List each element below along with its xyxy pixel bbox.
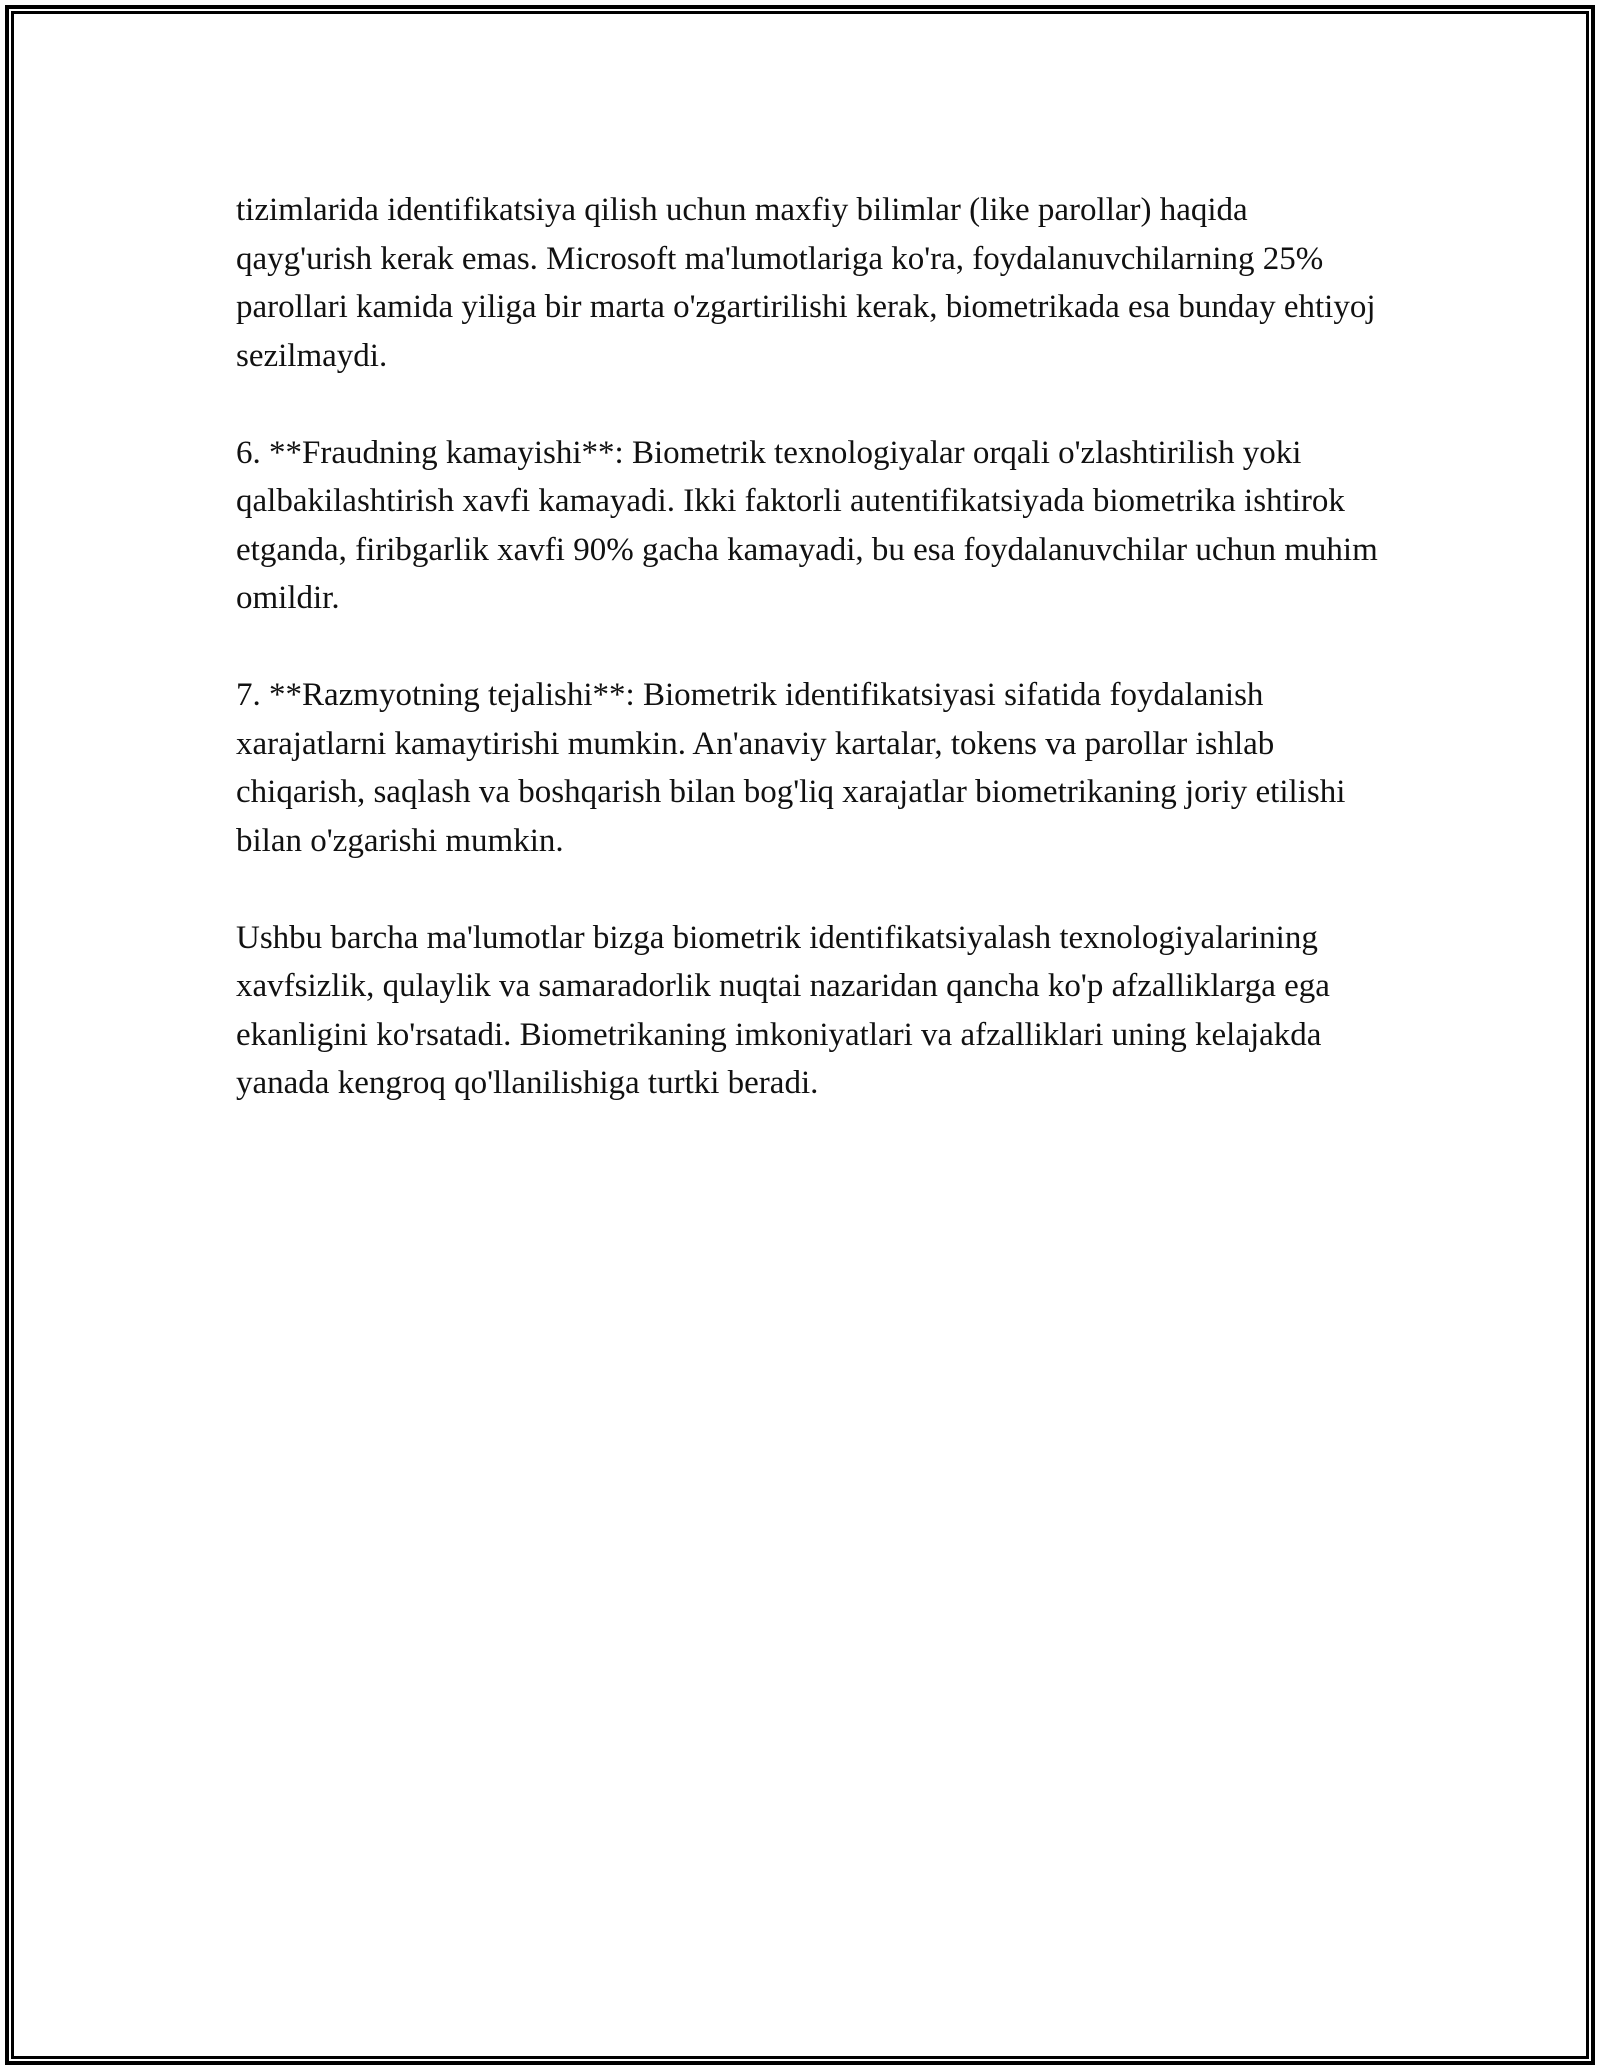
paragraph-continuation: tizimlarida identifikatsiya qilish uchun maxfiy bilimlar (like parollar) haqida qayg'urish kerak emas. Microsoft ma'lumotlariga ko'ra, foydalanuvchilarning 25% parollari kamida yiliga bir marta o'zgartirilishi kerak, biometrikada esa bunday ehtiyoj sezilmaydi.: [236, 192, 1376, 374]
paragraph-cost-savings: 7. **Razmyotning tejalishi**: Biometrik identifikatsiyasi sifatida foydalanish xarajatlarni kamaytirishi mumkin. An'anaviy kartalar, tokens va parollar ishlab chiqarish, saqlash va boshqarish bilan bog'liq xarajatlar biometrikaning joriy etilishi bilan o'zgarishi mumkin.: [236, 677, 1346, 859]
document-body: [236, 186, 1386, 1156]
paragraph-fraud-reduction: 6. **Fraudning kamayishi**: Biometrik texnologiyalar orqali o'zlashtirilish yoki qalbakilashtirish xavfi kamayadi. Ikki faktorli autentifikatsiyada biometrika ishtirok etganda, firibgarlik xavfi 90% gacha kamayadi, bu esa foydalanuvchilar uchun muhim omildir.: [236, 434, 1378, 616]
paragraph-conclusion: Ushbu barcha ma'lumotlar bizga biometrik identifikatsiyalash texnologiyalarining xavfsizlik, qulaylik va samaradorlik nuqtai nazaridan qancha ko'p afzalliklarga ega ekanligini ko'rsatadi. Biometrikaning imkoniyatlari va afzalliklari uning kelajakda yanada kengroq qo'llanilishiga turtki beradi.: [236, 919, 1330, 1101]
